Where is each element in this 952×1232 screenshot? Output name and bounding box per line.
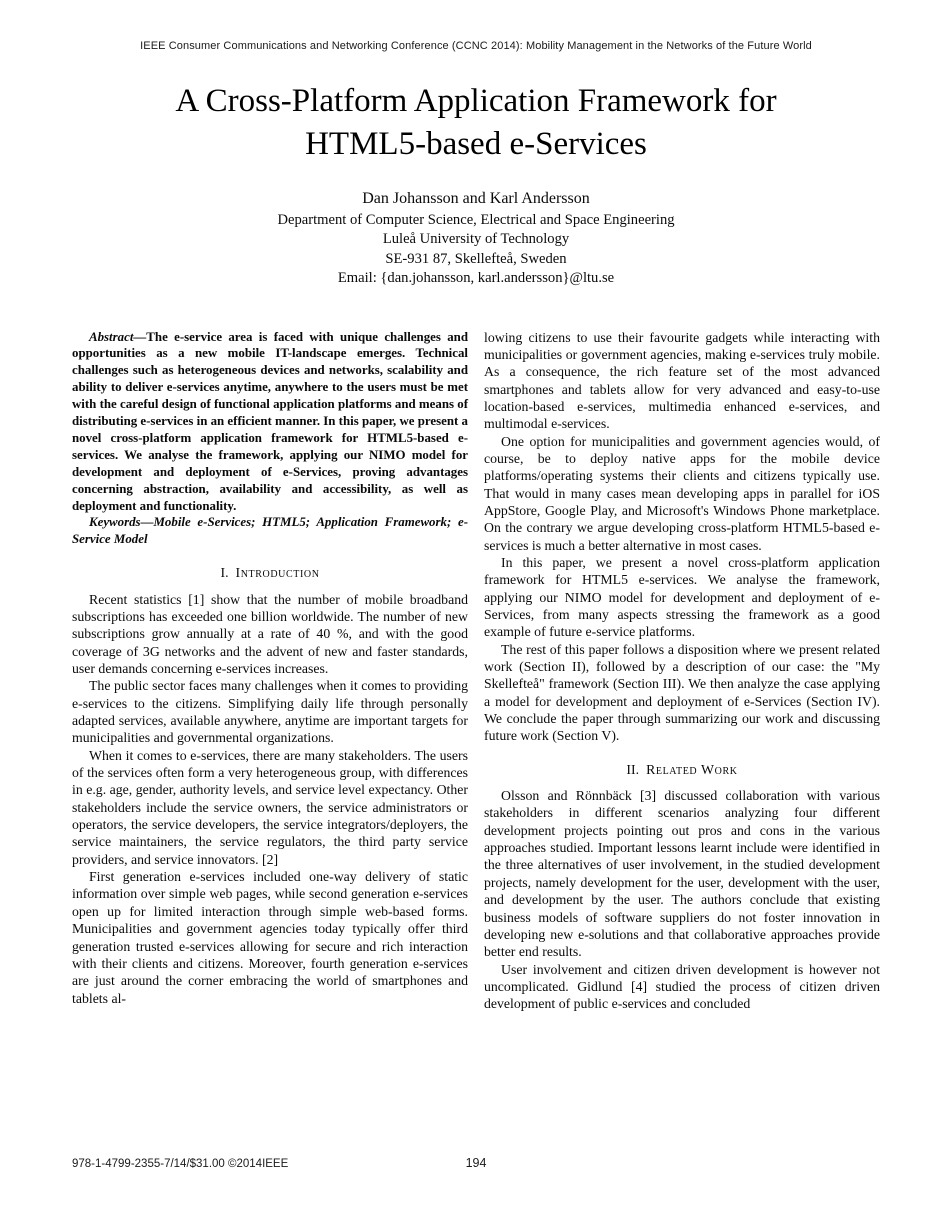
author-department: Department of Computer Science, Electrical and Space Engineering [277,211,675,228]
author-names: Dan Johansson and Karl Andersson [362,190,590,207]
intro-paragraph-7: The rest of this paper follows a disposition where we present related work (Section II), followed by a description of our case: the "My Skellefteå" framework (Section III). We then analyze the case applying a model for development and deployment of e-Services (Section IV). We conclude the paper through summarizing our work and discussing future work (Section V). [484,641,880,744]
paper-title [0,80,952,166]
intro-paragraph-1: Recent statistics [1] show that the number of mobile broadband subscriptions has exceeded one billion worldwide. The number of new subscriptions grow annually at a rate of 40 %, and with the good coverage of 3G networks and the advent of new and faster standards, user demands concerning e-services increases. [72,591,468,676]
author-email: Email: {dan.johansson, karl.andersson}@ltu.se [337,270,615,286]
section-number: I. [220,565,229,581]
author-address: SE-931 87, Skellefteå, Sweden [385,250,567,267]
body-columns [72,329,880,1013]
abstract-lead: Abstract— [89,329,147,344]
paper-title-line-1: A Cross-Platform Application Framework for [175,83,777,119]
intro-paragraph-3: When it comes to e-services, there are many stakeholders. The users of the services often form a very heterogeneous group, with differences in e.g. age, gender, authority levels, and service level expectancy. Other stakeholders include the service owners, the service administrators or operators, the service developers, the service integrators/deployers, the service maintainers, the service regulators, the third party service providers, and service innovators. [2] [72,747,468,867]
related-work-paragraph-2: User involvement and citizen driven development is however not uncomplicated. Gidlund [4] studied the process of citizen driven development of public e-services and concluded [484,961,880,1012]
section-heading-related-work [484,761,880,778]
intro-paragraph-4: First generation e-services included one-way delivery of static information over simple web pages, while second generation e-services open up for limited interaction through simple web-based forms. Municipalities and government agencies today typically offer third generation trusted e-services allowing for secure and rich interaction with their clients and citizens. Moreover, fourth generation e-services are just around the corner embracing the world of smartphones and tablets al- [72,869,468,1006]
section-number: II. [626,761,640,777]
right-column [484,329,880,1013]
paper-title-line-2: HTML5-based e-Services [305,126,647,162]
page-number: 194 [465,1156,487,1170]
keywords-text: Mobile e-Services; HTML5; Application Framework; e-Service Model [72,515,468,547]
conference-header: IEEE Consumer Communications and Networking Conference (CCNC 2014): Mobility Management in the Networks of the Future World [140,40,812,52]
keywords-lead: Keywords— [89,515,154,530]
section-title: Introduction [235,565,320,581]
intro-paragraph-5: One option for municipalities and government agencies would, of course, be to deploy native apps for the mobile device platforms/operating systems their clients and citizens typically use. That would in many cases mean developing apps in parallel for iOS AppStore, Google Play, and Microsoft's Windows Phone marketplace. On the contrary we argue developing cross-platform HTML5-based e-services is much a better alternative in most cases. [484,433,880,553]
page-footer [0,1158,952,1178]
abstract-text: The e-service area is faced with unique challenges and opportunities as a new mobile IT-landscape emerges. Technical challenges such as heterogeneous devices and networks, scalability and ability to deliver e-services anytime, anywhere to the users must be met with the careful design of functional application platforms and means of distributing e-services in an efficient manner. In this paper, we present a novel cross-platform application framework for HTML5-based e-services. We analyse the framework, applying our NIMO model for development and deployment of e-Services, proving advantages concerning abstraction, availability and accessibility, as well as deployment and functionality. [72,329,468,513]
intro-paragraph-4-continued: lowing citizens to use their favourite gadgets while interacting with municipalities or government agencies, making e-services truly mobile. As a consequence, the rich feature set of the most advanced smartphones and tablets allow for very advanced and easy-to-use location-based e-services, multimedia enhanced e-services, and multimodal e-services. [484,329,880,432]
footer-copyright: 978-1-4799-2355-7/14/$31.00 ©2014IEEE [72,1158,289,1170]
related-work-paragraph-1: Olsson and Rönnbäck [3] discussed collaboration with various stakeholders in different scenarios analyzing four different development projects pointing out pros and cons in the various approaches studied. Important lessons learnt include were identified in the three alternatives of user involvement, in the studied development projects, namely development for the user, development with the user, and development by the user. The authors conclude that existing business models of software suppliers do not foster innovation in developing new e-solutions and that collaborative approaches provide better end results. [484,788,880,960]
keywords-paragraph [72,514,468,548]
section-heading-introduction [72,564,468,581]
section-title: Related Work [646,761,738,777]
author-block [0,189,952,289]
author-university: Luleå University of Technology [382,231,570,247]
abstract-paragraph [72,329,468,515]
intro-paragraph-6: In this paper, we present a novel cross-platform application framework for HTML5 e-services. We analyse the framework, applying our NIMO model for development and deployment of e-Services, from many aspects stressing the framework as a good example of future e-service platforms. [484,554,880,640]
intro-paragraph-2: The public sector faces many challenges when it comes to providing e-services to the citizens. Simplifying daily life through personally adapted services, available anywhere, anytime are important targets for municipalities and governmental organizations. [72,678,468,746]
left-column [72,329,468,1013]
